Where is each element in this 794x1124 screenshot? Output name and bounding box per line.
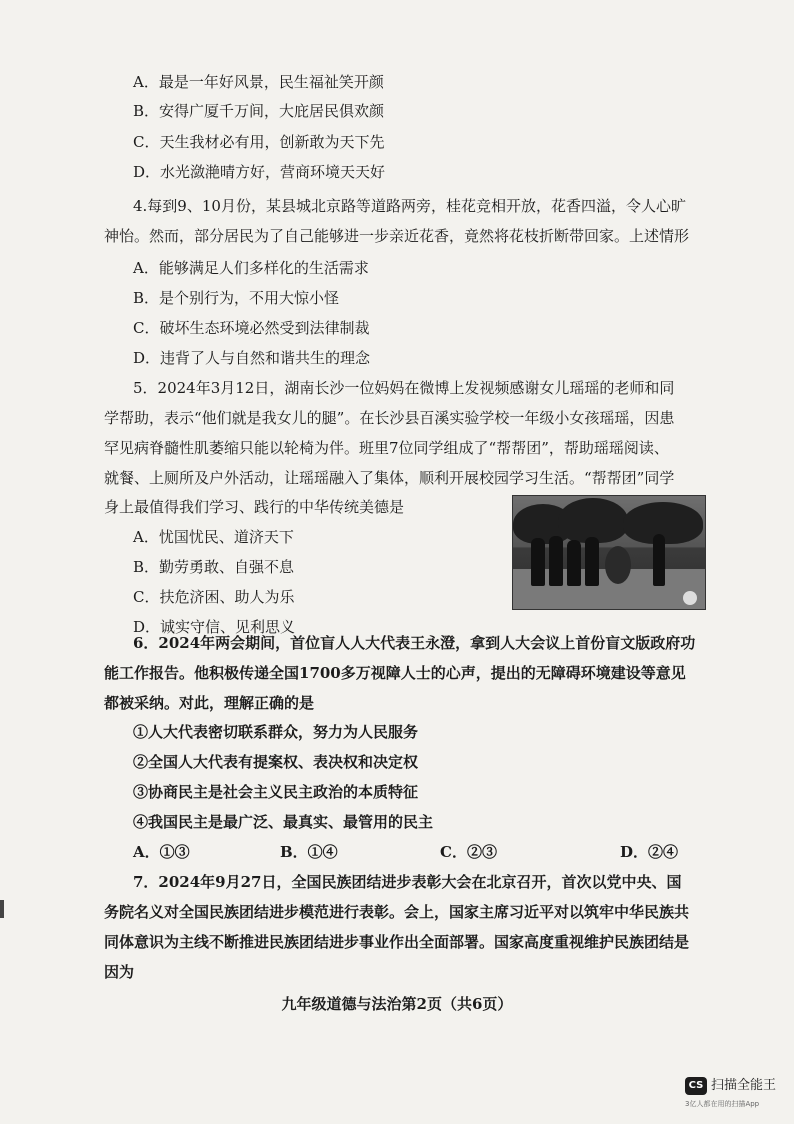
photo-watermark-icon [683, 591, 697, 605]
q7-stem-line-1: 7．2024年9月27日，全国民族团结进步表彰大会在北京召开，首次以党中央、国 [133, 873, 682, 891]
q6-statement-3: ③协商民主是社会主义民主政治的本质特征 [133, 783, 419, 801]
page-footer: 九年级道德与法治第2页（共6页） [281, 995, 513, 1013]
q6-choice-d: D．②④ [620, 843, 679, 861]
q5-option-c: C．扶危济困、助人为乐 [133, 588, 295, 606]
q6-stem-line-3: 都被采纳。对此，理解正确的是 [104, 694, 315, 712]
photo-caption [513, 591, 705, 603]
q4-stem-line-2: 神怡。然而，部分居民为了自己能够进一步亲近花香，竟然将花枝折断带回家。上述情形 [104, 227, 690, 245]
photo-person [531, 538, 545, 586]
q4-option-a: A．能够满足人们多样化的生活需求 [133, 259, 369, 277]
photo-person [567, 540, 581, 586]
q3-option-a: A．最是一年好风景，民生福祉笑开颜 [133, 73, 384, 91]
q6-statement-1: ①人大代表密切联系群众，努力为人民服务 [133, 723, 419, 741]
photo-person [585, 537, 599, 586]
q5-stem-line-4: 就餐、上厕所及户外活动，让瑶瑶融入了集体，顺利开展校园学习生活。“帮帮团”同学 [104, 469, 675, 487]
q5-stem-line-2: 学帮助，表示“他们就是我女儿的腿”。在长沙县百溪实验学校一年级小女孩瑶瑶，因患 [104, 409, 675, 427]
camscanner-logo-icon: CS [685, 1077, 707, 1095]
q7-stem-line-3: 同体意识为主线不断推进民族团结进步事业作出全面部署。国家高度重视维护民族团结是 [104, 933, 690, 951]
q4-option-d: D．违背了人与自然和谐共生的理念 [133, 349, 371, 367]
q6-stem-line-1: 6．2024年两会期间，首位盲人人大代表王永澄，拿到人大会议上首份盲文版政府功 [133, 634, 696, 652]
scan-edge-mark [0, 900, 4, 918]
q6-stem-line-2: 能工作报告。他积极传递全国1700多万视障人士的心声，提出的无障碍环境建设等意见 [104, 664, 686, 682]
news-photo [512, 495, 706, 610]
q5-stem-line-1: 5．2024年3月12日，湖南长沙一位妈妈在微博上发视频感谢女儿瑶瑶的老师和同 [133, 379, 675, 397]
q5-option-b: B．勤劳勇敢、自强不息 [133, 558, 295, 576]
q3-option-d: D．水光潋滟晴方好，营商环境天天好 [133, 163, 386, 181]
q5-option-d: D．诚实守信、见利思义 [133, 618, 296, 636]
q3-option-b: B．安得广厦千万间，大庇居民俱欢颜 [133, 102, 385, 120]
camscanner-name: 扫描全能王 [711, 1078, 777, 1093]
q6-statement-4: ④我国民主是最广泛、最真实、最管用的民主 [133, 813, 434, 831]
photo-person [549, 536, 563, 586]
q4-option-b: B．是个别行为，不用大惊小怪 [133, 289, 340, 307]
photo-person [653, 534, 665, 586]
q6-choice-c: C．②③ [440, 843, 497, 861]
q3-option-c: C．天生我材必有用，创新敢为天下先 [133, 133, 385, 151]
q4-stem-line-1: 4.每到9、10月份，某县城北京路等道路两旁，桂花竞相开放，花香四溢，令人心旷 [133, 197, 686, 215]
q5-stem-line-3: 罕见病脊髓性肌萎缩只能以轮椅为伴。班里7位同学组成了“帮帮团”，帮助瑶瑶阅读、 [104, 439, 669, 457]
q7-stem-line-2: 务院名义对全国民族团结进步模范进行表彰。会上，国家主席习近平对以筑牢中华民族共 [104, 903, 690, 921]
q5-stem-line-5: 身上最值得我们学习、践行的中华传统美德是 [104, 498, 405, 516]
q6-statement-2: ②全国人大代表有提案权、表决权和决定权 [133, 753, 419, 771]
q5-option-a: A．忧国忧民、道济天下 [133, 528, 294, 546]
camscanner-tagline: 3亿人都在用的扫描App [685, 1100, 760, 1108]
q4-option-c: C．破坏生态环境必然受到法律制裁 [133, 319, 370, 337]
q7-stem-line-4: 因为 [104, 963, 135, 981]
q6-choice-a: A．①③ [133, 843, 190, 861]
q6-choice-b: B．①④ [280, 843, 338, 861]
photo-wheelchair [605, 546, 631, 584]
